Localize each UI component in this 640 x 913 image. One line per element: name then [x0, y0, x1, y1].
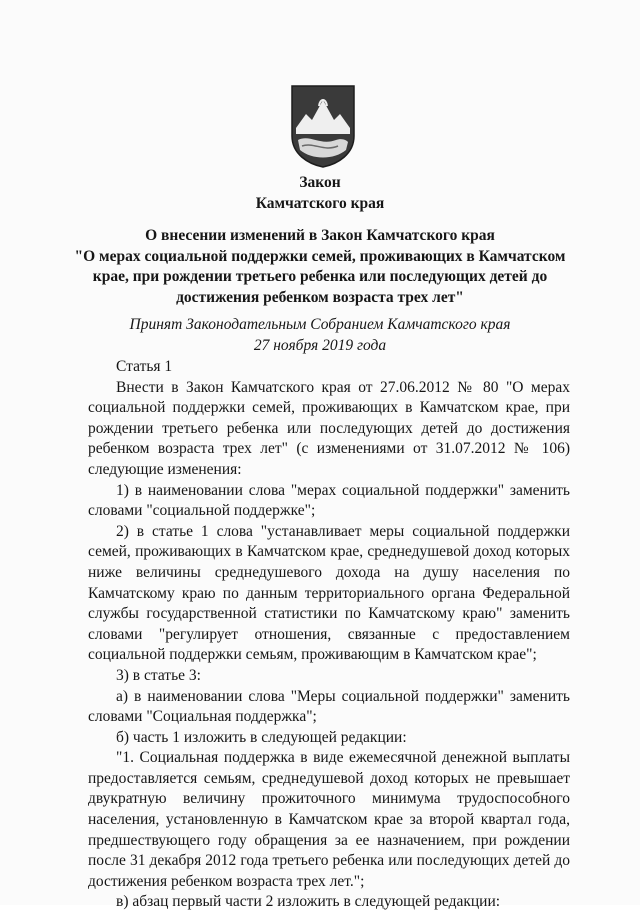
subtitle-line-3: крае, при рождении третьего ребенка или последующих детей до [92, 268, 548, 285]
adoption-note [0, 315, 640, 356]
paragraph-item-3a: а) в наименовании слова "Меры социальной поддержки" заменить словами "Социальная поддержка"; [88, 687, 570, 726]
adoption-date: 27 ноября 2019 года [253, 336, 387, 354]
adoption-body: Принят Законодательным Собранием Камчатского края [129, 316, 511, 333]
paragraph-quoted-part-1: "1. Социальная поддержка в виде ежемесячной денежной выплаты предоставляется семьям, среднедушевой доход которых не превышает двукратную величину прожиточного минимума трудоспособного населения, установленную в Камчатском крае за второй квартал года, предшествующего году обращения за ее назначением, при рождении после 31 декабря 2012 года третьего ребенка или последующих детей до достижения ребенком возраста трех лет."; [88, 749, 570, 890]
document-body [88, 357, 570, 913]
paragraph-item-2: 2) в статье 1 слова "устанавливает меры социальной поддержки семей, проживающих в Камчатском крае, среднедушевой доход которых ниже величины среднедушевого дохода на душу населения по Камчатскому краю по данным территориального органа Федеральной службы государственной статистики по Камчатскому краю" заменить словами "регулирует отношения, связанные с предоставлением социальной поддержки семьям, проживающим в Камчатском крае"; [88, 522, 570, 664]
article-heading: Статья 1 [116, 358, 173, 375]
title-law: Закон [299, 174, 341, 191]
paragraph-item-1: 1) в наименовании слова "мерах социальной поддержки" заменить словами "социальной поддержке"; [88, 481, 570, 520]
paragraph-item-3b: б) часть 1 изложить в следующей редакции: [116, 728, 407, 746]
document-subtitle [60, 226, 580, 308]
document-title [0, 172, 640, 214]
paragraph-intro: Внести в Закон Камчатского края от 27.06.2012 № 80 "О мерах социальной поддержки семей, проживающих в Камчатском крае, при рождении третьего ребенка или последующих детей до достижения ребенком возраста трех лет" (с изменениями от 31.07.2012 № 106) следующие изменения: [88, 378, 570, 478]
subtitle-line-1: О внесении изменений в Закон Камчатского края [145, 227, 495, 244]
subtitle-line-4: достижения ребенком возраста трех лет" [176, 288, 464, 306]
paragraph-item-3: 3) в статье 3: [116, 666, 201, 684]
kamchatka-coat-of-arms-icon [290, 84, 356, 168]
paragraph-item-3v: в) абзац первый части 2 изложить в следующей редакции: [116, 893, 501, 911]
subtitle-line-2: "О мерах социальной поддержки семей, проживающих в Камчатском [74, 247, 566, 265]
title-region: Камчатского края [255, 195, 385, 212]
